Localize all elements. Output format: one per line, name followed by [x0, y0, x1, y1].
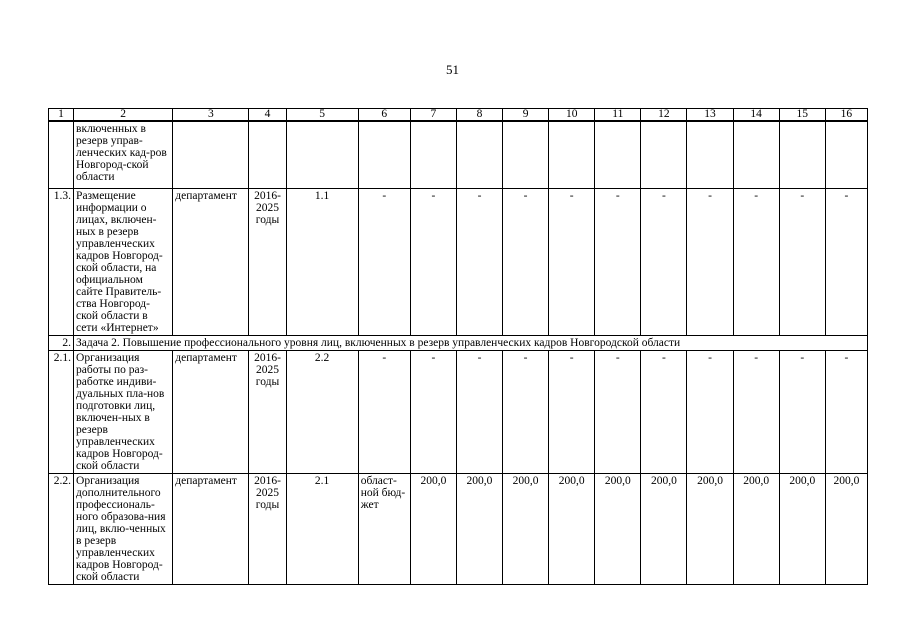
cell-empty	[733, 121, 779, 189]
year-value: 200,0	[456, 474, 502, 585]
col-header: 3	[173, 109, 249, 122]
cell-empty	[49, 121, 74, 189]
cell-empty	[503, 121, 549, 189]
table-row-2-1	[49, 351, 868, 474]
executor: департамент	[173, 474, 249, 585]
col-header: 4	[249, 109, 286, 122]
page-number: 51	[446, 62, 459, 77]
year-value: 200,0	[687, 474, 733, 585]
year-value: -	[825, 351, 867, 474]
year-value: -	[733, 189, 779, 336]
cell-empty	[456, 121, 502, 189]
table-row-2-2	[49, 474, 868, 585]
target-indicator: 2.2	[286, 351, 358, 474]
year-value: 200,0	[549, 474, 595, 585]
row-number: 2.	[49, 336, 74, 351]
col-header: 7	[410, 109, 456, 122]
funding-source: -	[358, 189, 410, 336]
funding-source: -	[358, 351, 410, 474]
cell-empty	[779, 121, 825, 189]
program-activities-table	[48, 108, 868, 585]
year-value: -	[825, 189, 867, 336]
cell-empty	[173, 121, 249, 189]
cell-empty	[249, 121, 286, 189]
row-number: 1.3.	[49, 189, 74, 336]
year-value: -	[687, 189, 733, 336]
activity-name: Организация работы по раз-работке индиви-дуальных пла-нов подготовки лиц, включен-ных в резерв управленческих кадров Новгород-ской области	[74, 351, 173, 474]
year-value: -	[595, 351, 641, 474]
col-header: 15	[779, 109, 825, 122]
cell-empty	[549, 121, 595, 189]
col-header: 13	[687, 109, 733, 122]
cell-empty	[687, 121, 733, 189]
col-header: 1	[49, 109, 74, 122]
year-value: -	[595, 189, 641, 336]
column-number-row	[49, 109, 868, 122]
year-value: -	[549, 189, 595, 336]
period: 2016-2025 годы	[249, 351, 286, 474]
activity-name: включенных в резерв управ-ленческих кад-ров Новгород-ской области	[74, 121, 173, 189]
cell-empty	[358, 121, 410, 189]
activity-name: Организация дополнительного профессиональ-ного образова-ния лиц, вклю-ченных в резерв управленческих кадров Новгород-ской области	[74, 474, 173, 585]
cell-empty	[641, 121, 687, 189]
year-value: 200,0	[410, 474, 456, 585]
col-header: 10	[549, 109, 595, 122]
year-value: -	[549, 351, 595, 474]
year-value: 200,0	[503, 474, 549, 585]
year-value: 200,0	[825, 474, 867, 585]
col-header: 11	[595, 109, 641, 122]
col-header: 2	[74, 109, 173, 122]
row-number: 2.2.	[49, 474, 74, 585]
year-value: -	[410, 351, 456, 474]
year-value: -	[503, 189, 549, 336]
period: 2016-2025 годы	[249, 474, 286, 585]
task-heading: Задача 2. Повышение профессионального уровня лиц, включенных в резерв управленческих кадров Новгородской области	[74, 336, 868, 351]
year-value: -	[733, 351, 779, 474]
year-value: -	[779, 351, 825, 474]
cell-empty	[286, 121, 358, 189]
year-value: -	[779, 189, 825, 336]
year-value: -	[687, 351, 733, 474]
row-number: 2.1.	[49, 351, 74, 474]
year-value: -	[503, 351, 549, 474]
executor: департамент	[173, 189, 249, 336]
col-header: 14	[733, 109, 779, 122]
year-value: -	[410, 189, 456, 336]
year-value: 200,0	[733, 474, 779, 585]
col-header: 5	[286, 109, 358, 122]
col-header: 6	[358, 109, 410, 122]
cell-empty	[595, 121, 641, 189]
period: 2016-2025 годы	[249, 189, 286, 336]
col-header: 9	[503, 109, 549, 122]
table-row-continuation	[49, 121, 868, 189]
table-row-task-2	[49, 336, 868, 351]
year-value: -	[456, 189, 502, 336]
target-indicator: 2.1	[286, 474, 358, 585]
col-header: 16	[825, 109, 867, 122]
year-value: 200,0	[779, 474, 825, 585]
table-row-1-3	[49, 189, 868, 336]
executor: департамент	[173, 351, 249, 474]
col-header: 12	[641, 109, 687, 122]
year-value: -	[456, 351, 502, 474]
year-value: -	[641, 351, 687, 474]
year-value: 200,0	[595, 474, 641, 585]
activity-name: Размещение информации о лицах, включен-ных в резерв управленческих кадров Новгород-ской области, на официальном сайте Правитель-ства Новгород-ской области в сети «Интернет»	[74, 189, 173, 336]
cell-empty	[825, 121, 867, 189]
year-value: -	[641, 189, 687, 336]
cell-empty	[410, 121, 456, 189]
col-header: 8	[456, 109, 502, 122]
funding-source: област-ной бюд-жет	[358, 474, 410, 585]
target-indicator: 1.1	[286, 189, 358, 336]
year-value: 200,0	[641, 474, 687, 585]
